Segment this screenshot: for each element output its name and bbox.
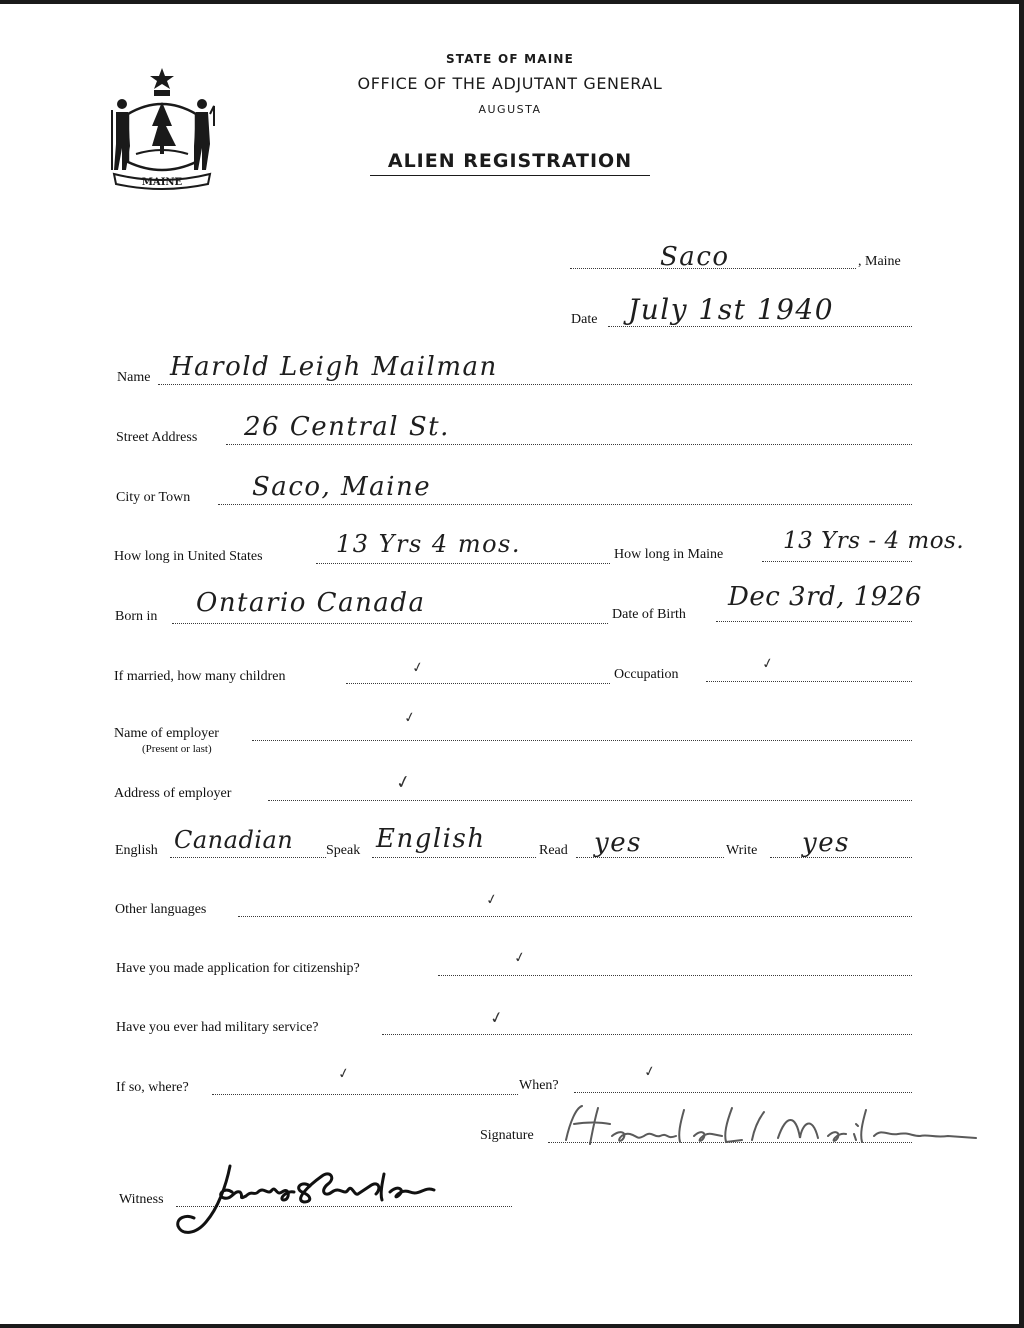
born-in-label: Born in xyxy=(115,609,158,624)
witness-signature xyxy=(172,1156,472,1242)
dob-line xyxy=(716,621,912,622)
english-entry: Canadian xyxy=(174,826,294,854)
long-maine-label: How long in Maine xyxy=(614,547,724,562)
name-line xyxy=(158,384,912,385)
speak-entry: English xyxy=(376,824,486,854)
date-line xyxy=(608,326,912,327)
employer-address-tick: ✓ xyxy=(393,770,414,795)
read-entry: yes xyxy=(594,828,642,858)
date-entry: July 1st 1940 xyxy=(628,293,835,326)
state-heading: STATE OF MAINE xyxy=(445,52,575,66)
long-us-label: How long in United States xyxy=(114,549,263,564)
town-entry: Saco xyxy=(660,242,730,272)
signature-label: Signature xyxy=(480,1128,534,1143)
form-title: ALIEN REGISTRATION xyxy=(370,150,650,176)
read-label: Read xyxy=(539,843,568,858)
write-entry: yes xyxy=(802,828,850,858)
married-label: If married, how many children xyxy=(114,669,286,684)
occupation-tick: ✓ xyxy=(760,654,776,674)
employer-line xyxy=(252,740,912,741)
citizenship-line xyxy=(438,975,912,976)
long-us-entry: 13 Yrs 4 mos. xyxy=(336,530,521,558)
speak-line xyxy=(372,857,536,858)
citizenship-tick: ✓ xyxy=(512,948,528,968)
long-maine-line xyxy=(762,561,912,562)
where-line xyxy=(212,1094,518,1095)
scan-border-top xyxy=(0,0,1024,4)
city-heading: AUGUSTA xyxy=(478,103,542,116)
employer-address-line xyxy=(268,800,912,801)
married-line xyxy=(346,683,610,684)
city-town-entry: Saco, Maine xyxy=(252,472,432,502)
long-maine-entry: 13 Yrs - 4 mos. xyxy=(783,528,965,554)
date-label: Date xyxy=(571,312,598,327)
city-town-line xyxy=(218,504,912,505)
maine-state-seal xyxy=(108,66,216,190)
employer-label: Name of employer xyxy=(114,726,219,741)
long-us-line xyxy=(316,563,610,564)
witness-label: Witness xyxy=(119,1192,164,1207)
born-in-line xyxy=(172,623,608,624)
other-languages-label: Other languages xyxy=(115,902,207,917)
city-town-label: City or Town xyxy=(116,490,191,505)
name-label: Name xyxy=(117,370,151,385)
born-in-entry: Ontario Canada xyxy=(196,588,426,618)
occupation-label: Occupation xyxy=(614,667,679,682)
scan-border-bottom xyxy=(0,1324,1024,1328)
scan-border-right xyxy=(1019,0,1024,1328)
married-tick: ✓ xyxy=(410,658,426,678)
name-entry: Harold Leigh Mailman xyxy=(170,352,498,382)
employer-tick: ✓ xyxy=(402,708,418,728)
when-line xyxy=(574,1092,912,1093)
write-label: Write xyxy=(726,843,758,858)
other-languages-line xyxy=(238,916,912,917)
occupation-line xyxy=(706,681,912,682)
where-label: If so, where? xyxy=(116,1080,189,1095)
citizenship-label: Have you made application for citizenship? xyxy=(116,961,360,976)
street-line xyxy=(226,444,912,445)
seal-banner-text: MAINE xyxy=(141,177,183,188)
street-label: Street Address xyxy=(116,430,198,445)
other-languages-tick: ✓ xyxy=(484,890,500,910)
military-line xyxy=(382,1034,912,1035)
military-tick: ✓ xyxy=(488,1006,506,1029)
when-label: When? xyxy=(519,1078,559,1093)
english-line xyxy=(170,857,326,858)
dob-label: Date of Birth xyxy=(612,607,686,622)
street-entry: 26 Central St. xyxy=(244,412,450,442)
applicant-signature xyxy=(556,1100,986,1156)
employer-address-label: Address of employer xyxy=(114,786,232,801)
dob-entry: Dec 3rd, 1926 xyxy=(728,582,922,612)
where-tick: ✓ xyxy=(336,1064,352,1084)
military-label: Have you ever had military service? xyxy=(116,1020,319,1035)
speak-label: Speak xyxy=(326,843,361,858)
english-label: English xyxy=(115,843,158,858)
when-tick: ✓ xyxy=(642,1062,658,1082)
office-heading: OFFICE OF THE ADJUTANT GENERAL xyxy=(357,74,663,93)
employer-sublabel: (Present or last) xyxy=(142,743,212,755)
maine-suffix-label: , Maine xyxy=(858,254,901,269)
